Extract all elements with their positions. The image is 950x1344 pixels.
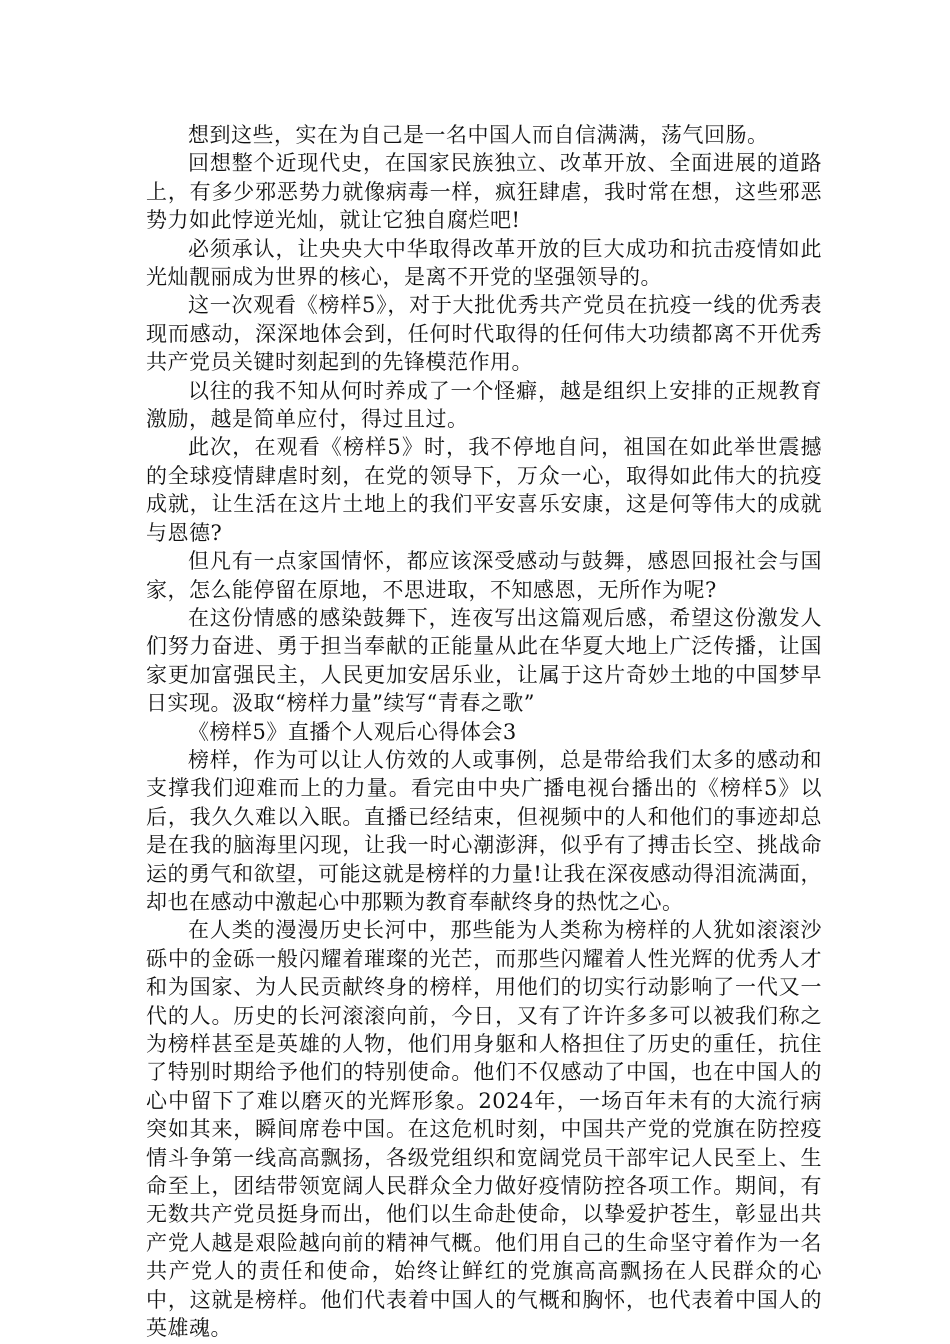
paragraph: 以往的我不知从何时养成了一个怪癖，越是组织上安排的正规教育激励，越是简单应付，得过且过。	[146, 378, 822, 432]
paragraph: 在这份情感的感染鼓舞下，连夜写出这篇观后感，希望这份激发人们努力奋进、勇于担当奉献的正能量从此在华夏大地上广泛传播，让国家更加富强民主，人民更加安居乐业，让属于这片奇妙土地的中国梦早日实现。汲取“榜样力量”续写“青春之歌”	[146, 605, 822, 716]
paragraph: 必须承认，让央央大中华取得改革开放的巨大成功和抗击疫情如此光灿靓丽成为世界的核心，是离不开党的坚强领导的。	[146, 236, 822, 290]
paragraph: 在人类的漫漫历史长河中，那些能为人类称为榜样的人犹如滚滚沙砾中的金砾一般闪耀着璀璨的光芒，而那些闪耀着人性光辉的优秀人才和为国家、为人民贡献终身的榜样，用他们的切实行动影响了一代又一代的人。历史的长河滚滚向前，今日，又有了许许多多可以被我们称之为榜样甚至是英雄的人物，他们用身躯和人格担住了历史的重任，抗住了特别时期给予他们的特别使命。他们不仅感动了中国，也在中国人的心中留下了难以磨灭的光辉形象。2024年，一场百年未有的大流行病突如其来，瞬间席卷中国。在这危机时刻，中国共产党的党旗在防控疫情斗争第一线高高飘扬，各级党组织和宽阔党员干部牢记人民至上、生命至上，团结带领宽阔人民群众全力做好疫情防控各项工作。期间，有无数共产党员挺身而出，他们以生命赴使命，以挚爱护苍生，彰显出共产党人越是艰险越向前的精神气概。他们用自己的生命坚守着作为一名共产党人的责任和使命，始终让鲜红的党旗高高飘扬在人民群众的心中，这就是榜样。他们代表着中国人的气概和胸怀，也代表着中国人的英雄魂。	[146, 918, 822, 1341]
paragraph: 这一次观看《榜样5》，对于大批优秀共产党员在抗疫一线的优秀表现而感动，深深地体会到，任何时代取得的任何伟大功绩都离不开优秀共产党员关键时刻起到的先锋模范作用。	[146, 293, 822, 375]
paragraph: 但凡有一点家国情怀，都应该深受感动与鼓舞，感恩回报社会与国家，怎么能停留在原地，不思进取，不知感恩，无所作为呢?	[146, 549, 822, 602]
paragraph: 此次，在观看《榜样5》时，我不停地自问，祖国在如此举世震撼的全球疫情肆虐时刻，在党的领导下，万众一心，取得如此伟大的抗疫成就，让生活在这片土地上的我们平安喜乐安康，这是何等伟大的成就与恩德?	[146, 435, 822, 545]
paragraph: 回想整个近现代史，在国家民族独立、改革开放、全面进展的道路上，有多少邪恶势力就像病毒一样，疯狂肆虐，我时常在想，这些邪恶势力如此悖逆光灿，就让它独自腐烂吧!	[146, 151, 822, 233]
section-heading: 《榜样5》直播个人观后心得体会3	[188, 719, 517, 744]
paragraph: 想到这些，实在为自己是一名中国人而自信满满，荡气回肠。	[188, 123, 769, 147]
document-body	[146, 121, 822, 1342]
paragraph: 榜样，作为可以让人仿效的人或事例，总是带给我们太多的感动和支撑我们迎难而上的力量。看完由中央广播电视台播出的《榜样5》以后，我久久难以入眠。直播已经结束，但视频中的人和他们的事迹却总是在我的脑海里闪现，让我一时心潮澎湃，似乎有了搏击长空、挑战命运的勇气和欲望，可能这就是榜样的力量!让我在深夜感动得泪流满面，却也在感动中激起心中那颗为教育奉献终身的热忱之心。	[146, 747, 822, 914]
